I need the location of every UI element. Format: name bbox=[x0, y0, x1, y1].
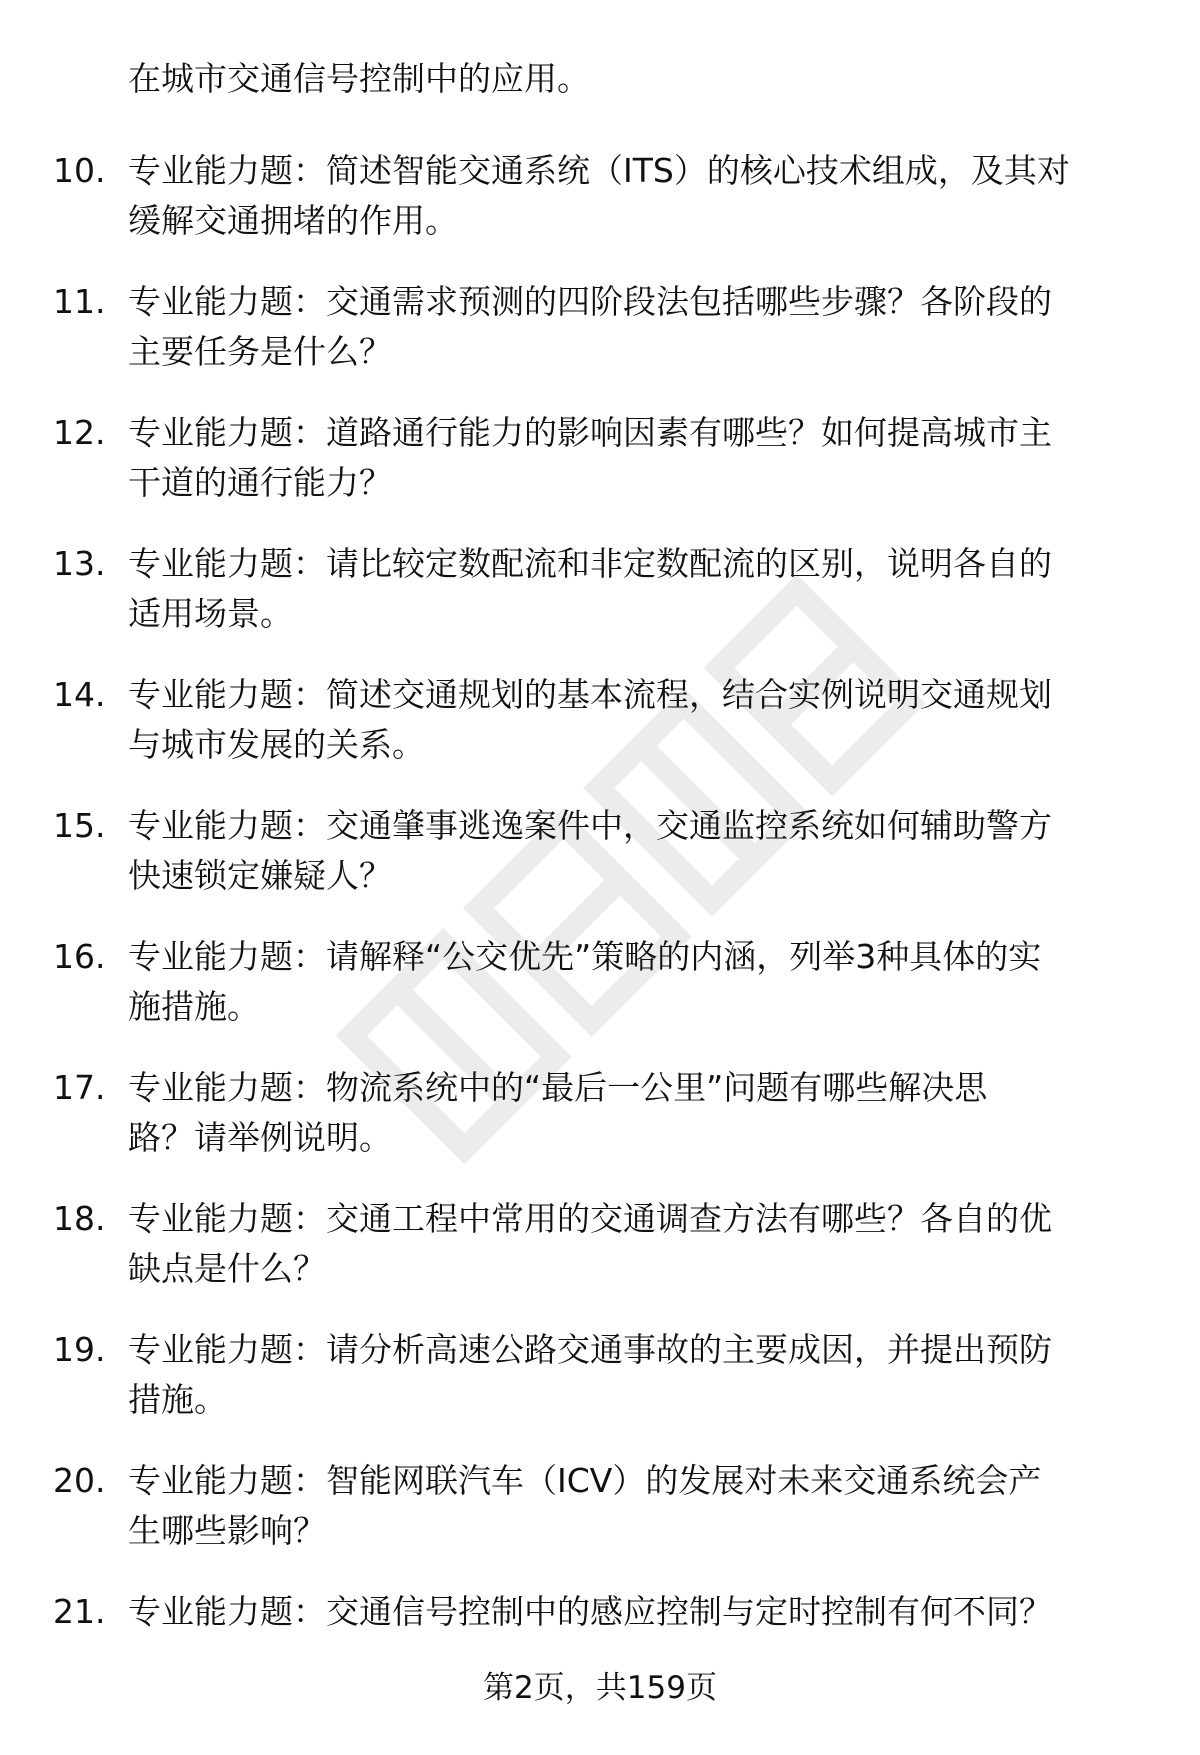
question-line: 措施。 bbox=[128, 1380, 227, 1419]
question-line: 专业能力题：交通工程中常用的交通调查方法有哪些？各自的优 bbox=[128, 1199, 1052, 1238]
question-item bbox=[0, 1194, 1200, 1325]
question-item bbox=[0, 408, 1200, 539]
question-line: 专业能力题：请分析高速公路交通事故的主要成因，并提出预防 bbox=[128, 1330, 1052, 1369]
question-text bbox=[128, 932, 1160, 1032]
question-text bbox=[128, 408, 1160, 508]
question-text bbox=[128, 277, 1160, 377]
question-item bbox=[0, 539, 1200, 670]
question-line: 适用场景。 bbox=[128, 594, 293, 633]
question-line: 专业能力题：请比较定数配流和非定数配流的区别，说明各自的 bbox=[128, 544, 1052, 583]
page-number-label: 第2页，共159页 bbox=[483, 1670, 717, 1706]
question-list bbox=[0, 146, 1200, 1718]
question-text bbox=[128, 1325, 1160, 1425]
question-number: 15. bbox=[53, 806, 106, 845]
question-number: 14. bbox=[53, 675, 106, 714]
question-line: 专业能力题：简述交通规划的基本流程，结合实例说明交通规划 bbox=[128, 675, 1052, 714]
question-item bbox=[0, 1456, 1200, 1587]
question-line: 专业能力题：交通信号控制中的感应控制与定时控制有何不同？ bbox=[128, 1592, 1052, 1631]
question-line: 施措施。 bbox=[128, 987, 260, 1026]
question-line: 快速锁定嫌疑人？ bbox=[128, 856, 392, 895]
question-line: 专业能力题：交通肇事逃逸案件中，交通监控系统如何辅助警方 bbox=[128, 806, 1052, 845]
question-line: 专业能力题：请解释“公交优先”策略的内涵，列举3种具体的实 bbox=[128, 937, 1042, 976]
question-item bbox=[0, 670, 1200, 801]
question-line: 干道的通行能力？ bbox=[128, 463, 392, 502]
question-number: 18. bbox=[53, 1199, 106, 1238]
question-text bbox=[128, 1456, 1160, 1556]
question-item bbox=[0, 1063, 1200, 1194]
question-item bbox=[0, 146, 1200, 277]
question-text bbox=[128, 146, 1160, 246]
question-text bbox=[128, 1587, 1160, 1637]
question-number: 19. bbox=[53, 1330, 106, 1369]
question-line: 缓解交通拥堵的作用。 bbox=[128, 201, 458, 240]
question-line: 生哪些影响？ bbox=[128, 1511, 326, 1550]
question-text bbox=[128, 801, 1160, 901]
question-text bbox=[128, 539, 1160, 639]
question-number: 12. bbox=[53, 413, 106, 452]
question-item bbox=[0, 801, 1200, 932]
question-item bbox=[0, 277, 1200, 408]
question-text bbox=[128, 1063, 1160, 1163]
question-number: 20. bbox=[53, 1461, 106, 1500]
question-text bbox=[128, 670, 1160, 770]
question-line: 缺点是什么？ bbox=[128, 1249, 326, 1288]
question-line: 路？请举例说明。 bbox=[128, 1118, 392, 1157]
question-line: 专业能力题：物流系统中的“最后一公里”问题有哪些解决思 bbox=[128, 1068, 988, 1107]
question-number: 11. bbox=[53, 282, 106, 321]
question-text bbox=[128, 1194, 1160, 1294]
continuation-text: 在城市交通信号控制中的应用。 bbox=[128, 59, 590, 98]
question-line: 专业能力题：智能网联汽车（ICV）的发展对未来交通系统会产 bbox=[128, 1461, 1042, 1500]
question-number: 17. bbox=[53, 1068, 106, 1107]
question-line: 专业能力题：简述智能交通系统（ITS）的核心技术组成，及其对 bbox=[128, 151, 1070, 190]
question-line: 主要任务是什么？ bbox=[128, 332, 392, 371]
question-item bbox=[0, 1325, 1200, 1456]
question-line: 与城市发展的关系。 bbox=[128, 725, 425, 764]
question-number: 13. bbox=[53, 544, 106, 583]
question-line: 专业能力题：道路通行能力的影响因素有哪些？如何提高城市主 bbox=[128, 413, 1052, 452]
question-line: 专业能力题：交通需求预测的四阶段法包括哪些步骤？各阶段的 bbox=[128, 282, 1052, 321]
question-item bbox=[0, 932, 1200, 1063]
question-number: 10. bbox=[53, 151, 106, 190]
page-footer bbox=[0, 1666, 1200, 1710]
question-number: 16. bbox=[53, 937, 106, 976]
question-number: 21. bbox=[53, 1592, 106, 1631]
